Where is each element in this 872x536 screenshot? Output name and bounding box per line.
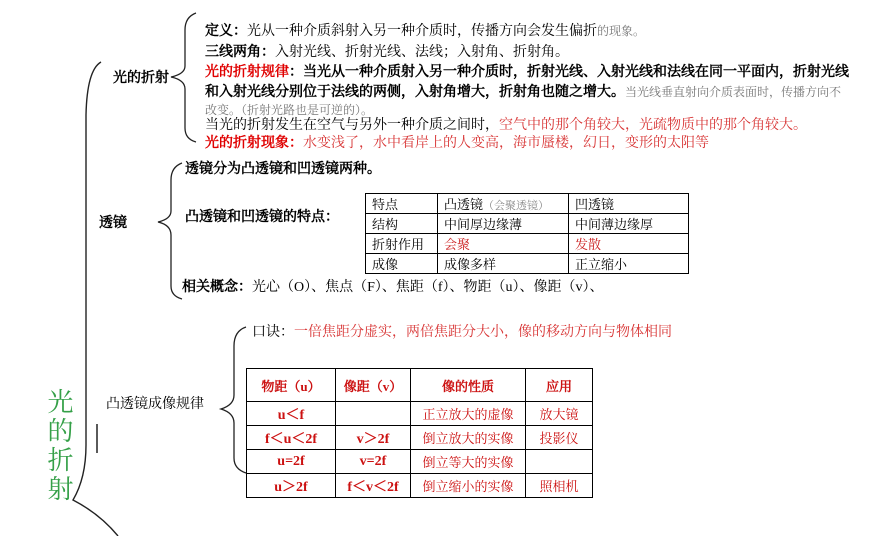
phenomena-text: 水变浅了，水中看岸上的人变高，海市蜃楼，幻日，变形的太阳等 — [303, 136, 709, 151]
table-row — [247, 426, 593, 450]
cell-app: 放大镜 — [526, 402, 593, 426]
header-image-nature: 像的性质 — [411, 369, 526, 402]
cell-structure: 结构 — [366, 214, 438, 234]
law-colon: ： — [289, 65, 303, 80]
lens-feature-title: 凸透镜和凹透镜的特点： — [185, 210, 339, 225]
cell-structure-concave: 中间薄边缘厚 — [569, 214, 689, 234]
concepts-label: 相关概念： — [182, 280, 252, 295]
table-row — [247, 474, 593, 498]
law-line-1 — [205, 64, 849, 81]
header-object-distance: 物距（u） — [247, 369, 336, 402]
cell-app: 照相机 — [526, 474, 593, 498]
cell-refract-effect: 折射作用 — [366, 234, 438, 254]
cell-u: f＜u＜2f — [247, 426, 336, 450]
cell-imaging-concave: 正立缩小 — [569, 254, 689, 274]
cell-structure-convex: 中间厚边缘薄 — [438, 214, 569, 234]
imaging-brace — [221, 327, 246, 473]
table-row — [247, 450, 593, 474]
cell-v-slashed — [336, 402, 411, 426]
cell-converge: 会聚 — [438, 234, 569, 254]
koujue-label: 口诀： — [252, 325, 294, 340]
branch-label-refraction: 光的折射 — [113, 71, 169, 86]
lens-brace — [158, 163, 182, 299]
cell-v: f＜v＜2f — [336, 474, 411, 498]
cell-u: u＜f — [247, 402, 336, 426]
cell-concave-header: 凹透镜 — [569, 194, 689, 214]
convex-name: 凸透镜 — [444, 197, 484, 212]
phenomena-line — [205, 135, 709, 152]
cell-v: v=2f — [336, 450, 411, 474]
lens-comparison-table — [365, 193, 689, 274]
cell-feature-header: 特点 — [366, 194, 438, 214]
three-lines-label: 三线两角： — [205, 45, 275, 60]
cell-nature: 倒立缩小的实像 — [411, 474, 526, 498]
cell-imaging: 成像 — [366, 254, 438, 274]
koujue-text: 一倍焦距分虚实，两倍焦距分大小，像的移动方向与物体相同 — [294, 325, 672, 340]
lens-intro: 透镜分为凸透镜和凹透镜两种。 — [185, 162, 381, 177]
header-application: 应用 — [526, 369, 593, 402]
branch-label-lens: 透镜 — [99, 216, 127, 231]
air-red-text: 空气中的那个角较大，光疏物质中的那个角较大。 — [499, 118, 807, 133]
cell-diverge: 发散 — [569, 234, 689, 254]
convex-note: （会聚透镜） — [483, 200, 550, 212]
phenomena-label: 光的折射现象： — [205, 136, 303, 151]
cell-app: 投影仪 — [526, 426, 593, 450]
branch-label-imaging: 凸透镜成像规律 — [106, 397, 204, 412]
three-lines-line — [205, 44, 569, 61]
table-row — [366, 254, 689, 274]
cell-u: u＞2f — [247, 474, 336, 498]
cell-convex-header — [438, 194, 569, 214]
concepts-text: 光心（O）、焦点（F）、焦距（f）、物距（u）、像距（v）、 — [252, 280, 604, 295]
cell-u: u=2f — [247, 450, 336, 474]
law-text-2: 和入射光线分别位于法线的两侧，入射角增大，折射角也随之增大。 — [205, 85, 625, 100]
cell-imaging-convex: 成像多样 — [438, 254, 569, 274]
cell-nature: 正立放大的虚像 — [411, 402, 526, 426]
air-line — [205, 117, 807, 134]
cell-v: v＞2f — [336, 426, 411, 450]
root-brace — [73, 62, 118, 536]
definition-label: 定义： — [205, 24, 247, 39]
definition-text: 光从一种介质斜射入另一种介质时，传播方向会发生偏折 — [247, 24, 597, 39]
koujue-line — [252, 324, 672, 341]
table-row — [247, 402, 593, 426]
table-header-row — [247, 369, 593, 402]
imaging-rules-table — [246, 368, 593, 498]
root-node-label: 光的折射 — [44, 388, 73, 504]
law-note-2: 改变。（折射光路也是可逆的）。 — [205, 103, 374, 117]
law-label: 光的折射规律 — [205, 65, 289, 80]
cell-app — [526, 450, 593, 474]
cell-nature: 倒立等大的实像 — [411, 450, 526, 474]
three-lines-text: 入射光线、折射光线、法线；入射角、折射角。 — [275, 45, 569, 60]
table-row — [366, 194, 689, 214]
air-text: 当光的折射发生在空气与另外一种介质之间时， — [205, 118, 499, 133]
header-image-distance: 像距（v） — [336, 369, 411, 402]
definition-tail: 的现象。 — [597, 24, 646, 38]
cell-nature: 倒立放大的实像 — [411, 426, 526, 450]
table-row — [366, 234, 689, 254]
definition-line — [205, 23, 645, 40]
refraction-brace — [171, 13, 196, 142]
law-line-2 — [205, 84, 841, 101]
table-row — [366, 214, 689, 234]
concepts-line — [182, 279, 604, 296]
law-note-1: 当光线垂直射向介质表面时，传播方向不 — [625, 85, 842, 99]
law-text-1: 当光从一种介质射入另一种介质时，折射光线、入射光线和法线在同一平面内，折射光线 — [303, 65, 849, 80]
